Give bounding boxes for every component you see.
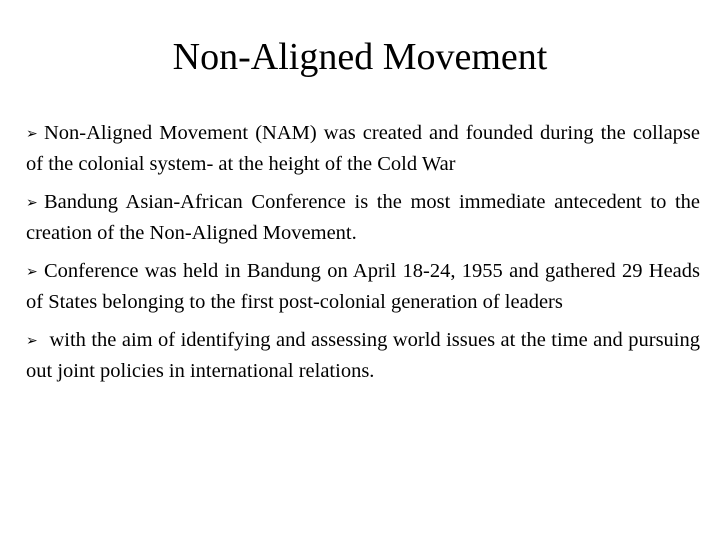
bullet-text: with the aim of identifying and assessing world issues at the time and pursuing out joint policies in international relations. bbox=[26, 329, 700, 382]
bullet-item bbox=[26, 256, 700, 317]
bullet-text: Bandung Asian-African Conference is the most immediate antecedent to the creation of the Non-Aligned Movement. bbox=[26, 191, 700, 244]
arrow-bullet-icon: ➢ bbox=[26, 333, 38, 349]
bullet-text: Non-Aligned Movement (NAM) was created and founded during the collapse of the colonial system- at the height of the Cold War bbox=[26, 122, 700, 175]
bullet-item bbox=[26, 325, 700, 386]
bullet-item bbox=[26, 118, 700, 179]
bullet-list bbox=[26, 118, 700, 394]
arrow-bullet-icon: ➢ bbox=[26, 264, 38, 280]
arrow-bullet-icon: ➢ bbox=[26, 195, 38, 211]
arrow-bullet-icon: ➢ bbox=[26, 126, 38, 142]
bullet-text: Conference was held in Bandung on April 18-24, 1955 and gathered 29 Heads of States belonging to the first post-colonial generation of leaders bbox=[26, 260, 700, 313]
slide-title: Non-Aligned Movement bbox=[172, 36, 548, 78]
bullet-item bbox=[26, 187, 700, 248]
